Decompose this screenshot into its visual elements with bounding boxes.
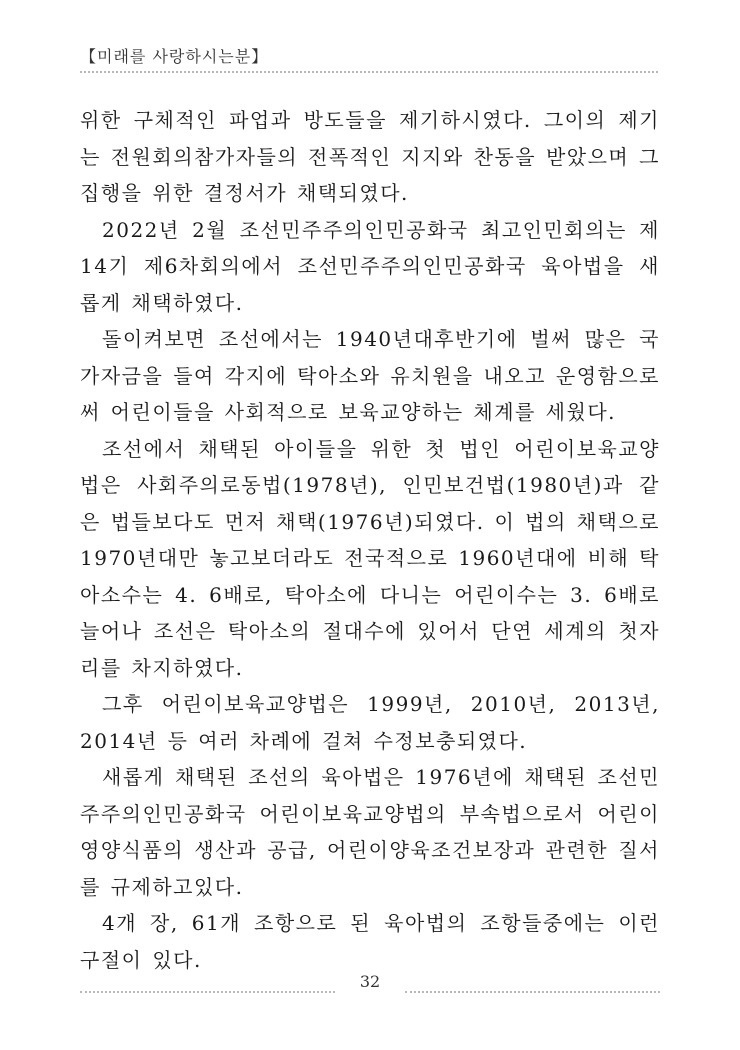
- paragraph-1: 위한 구체적인 파업과 방도들을 제기하시였다. 그이의 제기는 전원회의참가자들의 전폭적인 지지와 찬동을 받았으며 그 집행을 위한 결정서가 채택되였다.: [80, 108, 660, 205]
- paragraph-4: 조선에서 채택된 아이들을 위한 첫 법인 어린이보육교양법은 사회주의로동법(1978년), 인민보건법(1980년)과 같은 법들보다도 먼저 채택(1976년)되였다. 이 법의 채택으로 1970년대만 놓고보더라도 전국적으로 1960년대에 비해 탁아소수는 4. 6배로, 탁아소에 다니는 어린이수는 3. 6배로 늘어나 조선은 탁아소의 절대수에 있어서 단연 세계의 첫자리를 차지하였다.: [80, 436, 660, 680]
- paragraph-5: 그후 어린이보육교양법은 1999년, 2010년, 2013년, 2014년 등 여러 차례에 걸쳐 수정보충되였다.: [80, 692, 660, 753]
- page-footer: [80, 972, 660, 996]
- footer-divider-right: [405, 986, 660, 993]
- paragraph-2: 2022년 2월 조선민주주의인민공화국 최고인민회의는 제14기 제6차회의에서 조선민주주의인민공화국 육아법을 새롭게 채택하였다.: [80, 217, 660, 315]
- paragraph-3: 돌이켜보면 조선에서는 1940년대후반기에 벌써 많은 국가자금을 들여 각지에 탁아소와 유치원을 내오고 운영함으로써 어린이들을 사회적으로 보육교양하는 체계를 세웠다.: [80, 327, 660, 424]
- paragraph-6: 새롭게 채택된 조선의 육아법은 1976년에 채택된 조선민주주의인민공화국 어린이보육교양법의 부속법으로서 어린이영양식품의 생산과 공급, 어린이양육조건보장과 관련한 질서를 규제하고있다.: [80, 765, 660, 899]
- header-divider: [80, 66, 658, 73]
- page-body: [80, 102, 660, 978]
- paragraph-7: 4개 장, 61개 조항으로 된 육아법의 조항들중에는 이런 구절이 있다.: [80, 911, 660, 972]
- running-header: 【미래를 사랑하시는분】: [80, 47, 269, 66]
- page-number: 32: [359, 972, 381, 991]
